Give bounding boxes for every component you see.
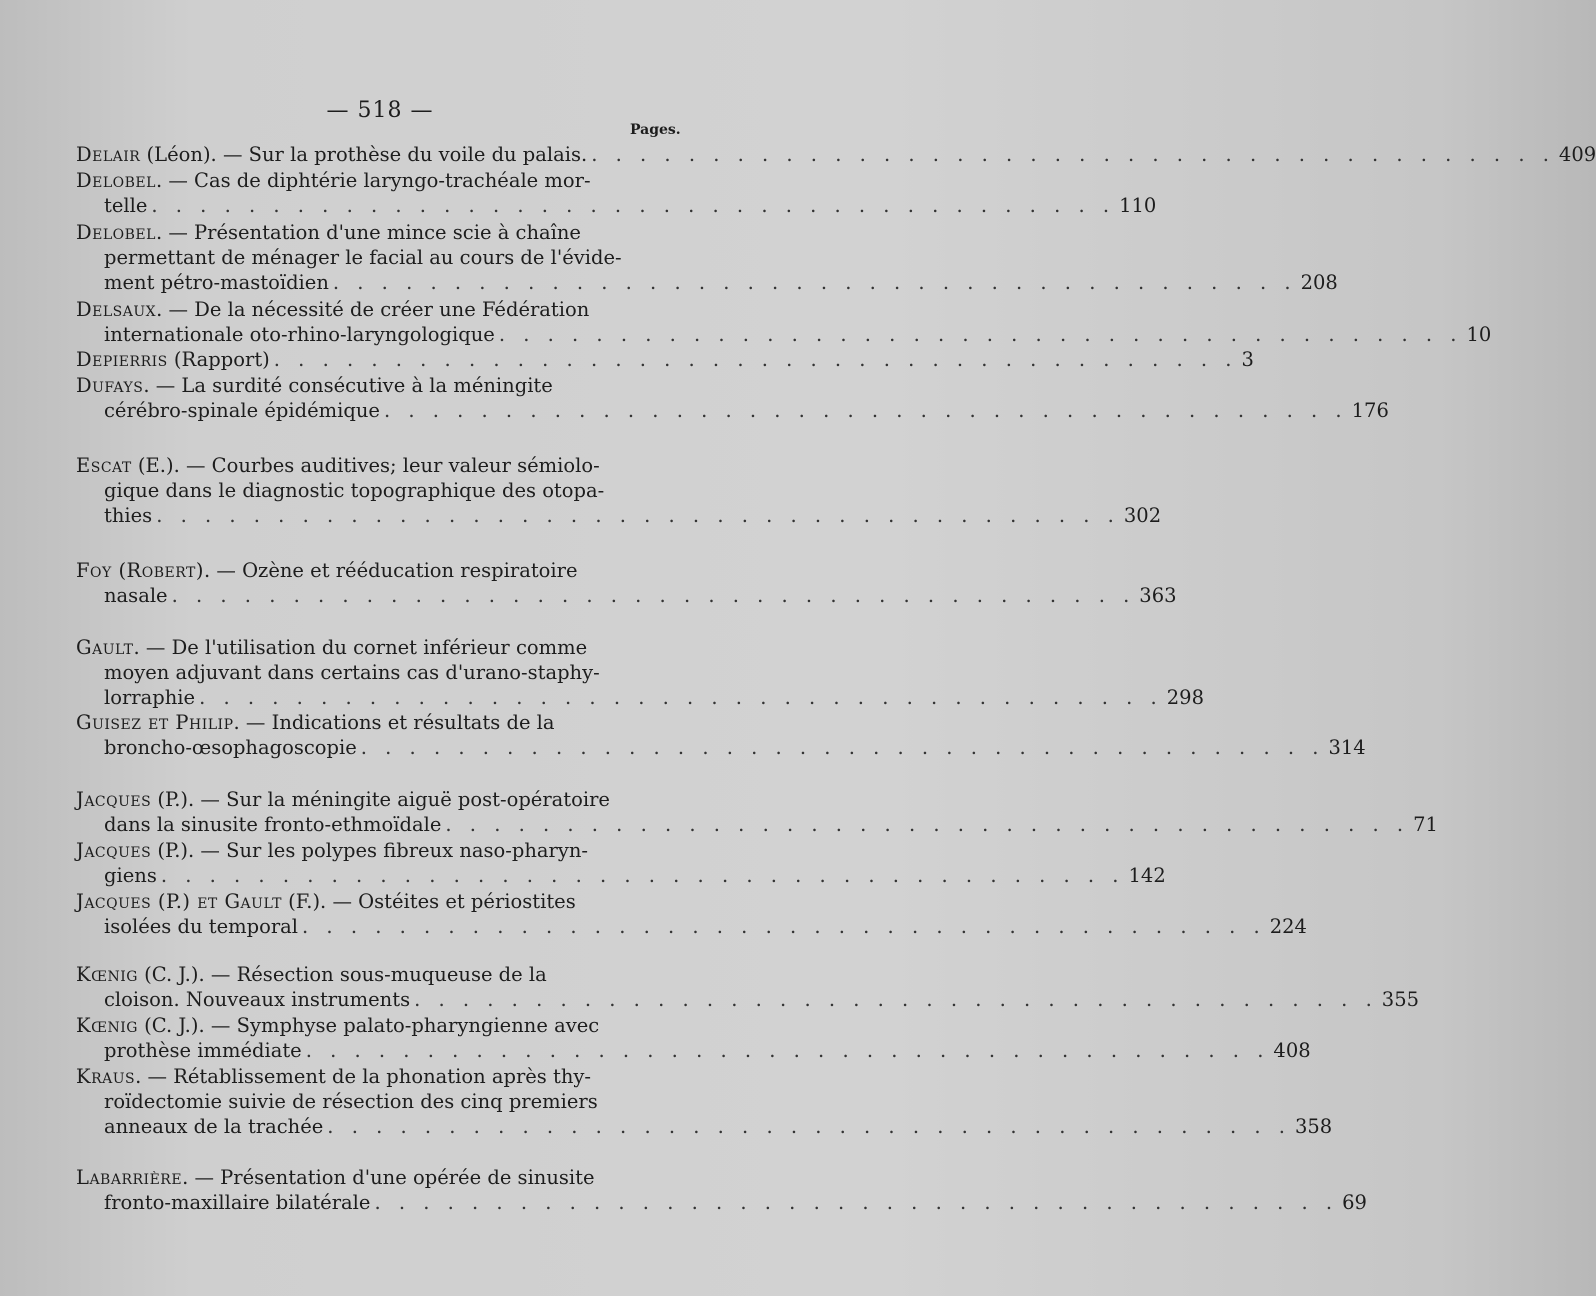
entry-text [76,221,581,244]
entry-text [76,1014,599,1037]
dot-leader: . . . . . . . . . . . . . . . . . . . . . . . . . . . . . . . . . . . . . . . . [445,813,1410,836]
index-entry [76,1013,1311,1063]
entry-title: roïdectomie suivie de résection des cinq premiers [104,1090,598,1113]
entry-text [76,711,555,734]
entry-title: moyen adjuvant dans certains cas d'urano-staphy- [104,661,600,684]
entry-line [76,398,1389,423]
entry-page: 71 [1413,813,1438,836]
entry-title: (C. J.). — Résection sous-muqueuse de la [137,963,547,986]
entry-line [76,1013,686,1038]
dot-leader: . . . . . . . . . . . . . . . . . . . . . . . . . . . . . . . . . . . . . . . . [305,1039,1270,1062]
dot-leader: . . . . . . . . . . . . . . . . . . . . . . . . . . . . . . . . . . . . . . . . [374,1191,1339,1214]
entry-line [76,838,686,863]
entry-title: internationale oto-rhino-laryngologique [104,323,495,346]
entry-title: permettant de ménager le facial au cours de l'évide- [104,246,622,269]
index-entry [76,635,1204,710]
entry-line [76,373,686,398]
entry-page: 69 [1342,1191,1367,1214]
index-entry [76,373,1389,423]
entry-title: giens [104,864,157,887]
entry-text [76,298,589,321]
entry-text [104,1114,323,1139]
entry-text [76,890,576,913]
page-number: — 518 — [326,98,434,123]
entry-line [76,1089,686,1114]
entry-title: . — De l'utilisation du cornet inférieur comme [133,636,588,659]
entry-title: . — Cas de diphtérie laryngo-trachéale mor- [155,169,591,192]
entry-author: Guisez et Philip [76,711,234,734]
entry-text [104,987,410,1012]
entry-text [104,685,195,710]
entry-line [76,270,1338,295]
entry-line [76,685,1204,710]
entry-text [76,347,270,372]
index-entry [76,889,1307,939]
entry-title: (P.). — Sur les polypes fibreux naso-pharyn- [151,839,589,862]
entry-title: . — De la nécessité de créer une Fédération [156,298,590,321]
entry-line [76,1114,1333,1139]
entry-page: 110 [1119,194,1157,217]
entry-line [76,987,1420,1012]
entry-line [76,812,1438,837]
index-entry [76,787,1438,837]
entry-line [76,193,1157,218]
entry-author: Kœnig [76,963,138,986]
entry-text [104,661,600,684]
entry-page: 224 [1269,915,1307,938]
pages-column-label: Pages. [630,122,681,138]
entry-line [76,220,686,245]
entry-title: cloison. Nouveaux instruments [104,988,411,1011]
index-entry [76,1064,1333,1139]
entry-title: (Léon). — Sur la prothèse du voile du palais. [140,143,588,166]
entry-page: 314 [1328,736,1366,759]
entry-line [76,347,1254,372]
entry-author: Gault [76,636,134,659]
entry-text [104,812,441,837]
entry-title: cérébro-spinale épidémique [104,399,380,422]
entry-author: Kœnig [76,1014,138,1037]
entry-page: 408 [1273,1039,1311,1062]
entry-line [76,735,1366,760]
dot-leader: . . . . . . . . . . . . . . . . . . . . . . . . . . . . . . . . . . . . . . . . [151,194,1116,217]
entry-text [104,863,157,888]
dot-leader: . . . . . . . . . . . . . . . . . . . . . . . . . . . . . . . . . . . . . . . . [498,323,1463,346]
entry-line [76,914,1307,939]
entry-line [76,787,686,812]
entry-page: 358 [1294,1115,1333,1138]
index-entry [76,220,1338,295]
entry-title: (F.). — Ostéites et périostites [281,890,576,913]
entry-author: Delobel [76,221,156,244]
entry-line [76,583,1177,608]
index-entry [76,962,1420,1012]
entry-text [76,374,553,397]
entry-text [104,735,357,760]
entry-title: telle [104,194,148,217]
entry-title: lorraphie [104,686,196,709]
dot-leader: . . . . . . . . . . . . . . . . . . . . . . . . . . . . . . . . . . . . . . . . [199,686,1163,709]
entry-title: . — Indications et résultats de la [233,711,555,734]
entry-line [76,863,1166,888]
entry-text [76,559,578,582]
entry-text [104,322,495,347]
entry-line [76,635,686,660]
entry-title: anneaux de la trachée [104,1115,324,1138]
entry-text [104,1190,370,1215]
index-entry [76,347,1254,372]
entry-line [76,245,686,270]
dot-leader: . . . . . . . . . . . . . . . . . . . . . . . . . . . . . . . . . . . . . . . . [171,584,1136,607]
entry-author: Delsaux [76,298,157,321]
dot-leader: . . . . . . . . . . . . . . . . . . . . . . . . . . . . . . . . . . . . . . . . [414,988,1378,1011]
entry-author: Foy (Robert) [76,559,204,582]
entry-text [76,1065,591,1088]
entry-author: Jacques [76,788,152,811]
entry-line [76,168,686,193]
entry-text [76,788,610,811]
dot-leader: . . . . . . . . . . . . . . . . . . . . . . . . . . . . . . . . . . . . . . . . [273,348,1238,371]
entry-title: isolées du temporal [104,915,299,938]
entry-title: fronto-maxillaire bilatérale [104,1191,371,1214]
entry-author: Labarrière [76,1166,183,1189]
entry-author: Dufays [76,374,144,397]
entry-title: thies [104,504,153,527]
dot-leader: . . . . . . . . . . . . . . . . . . . . . . . . . . . . . . . . . . . . . . . . [302,915,1266,938]
entry-author: Delair [76,143,141,166]
entry-title: broncho-œsophagoscopie [104,736,357,759]
entry-title: nasale [104,584,168,607]
entry-line [76,1165,686,1190]
dot-leader: . . . . . . . . . . . . . . . . . . . . . . . . . . . . . . . . . . . . . . . . [160,864,1125,887]
entry-text [104,583,168,608]
entry-text [76,636,587,659]
entry-text [104,398,380,423]
entry-text [104,914,298,939]
entry-text [104,1090,598,1113]
entry-line [76,558,686,583]
index-entry [76,838,1166,888]
entry-author: Kraus [76,1065,136,1088]
entry-text [76,839,588,862]
entry-text [104,479,604,502]
dot-leader: . . . . . . . . . . . . . . . . . . . . . . . . . . . . . . . . . . . . . . . . [360,736,1325,759]
entry-page: 302 [1123,504,1162,527]
dot-leader: . . . . . . . . . . . . . . . . . . . . . . . . . . . . . . . . . . . . . . . . [332,271,1297,294]
entry-title: . — Présentation d'une mince scie à chaîne [155,221,581,244]
entry-text [76,169,591,192]
entry-page: 409 [1558,143,1596,166]
entry-text [104,1038,302,1063]
entry-page: 142 [1128,864,1166,887]
entry-title: . — Présentation d'une opérée de sinusite [182,1166,595,1189]
index-entry [76,297,1492,347]
entry-title: (C. J.). — Symphyse palato-pharyngienne avec [137,1014,600,1037]
entry-line [76,660,686,685]
index-entry [76,142,1596,167]
entry-title: (Rapport) [167,348,270,371]
entry-author: Jacques [76,839,152,862]
dot-leader: . . . . . . . . . . . . . . . . . . . . . . . . . . . . . . . . . . . . . . . . [383,399,1348,422]
index-entry [76,558,1177,608]
entry-line [76,710,686,735]
index-entry [76,168,1157,218]
entry-title: ment pétro-mastoïdien [104,271,329,294]
entry-line [76,503,1162,528]
entry-text [76,454,600,477]
entry-title: . — La surdité consécutive à la méningite [143,374,553,397]
entry-author: Depierris [76,348,168,371]
entry-line [76,142,1596,167]
entry-line [76,1038,1311,1063]
entry-line [76,889,686,914]
entry-text [104,246,622,269]
entry-author: Escat [76,454,132,477]
entry-line [76,962,686,987]
index-entry [76,1165,1367,1215]
index-entry [76,710,1366,760]
entry-author: Delobel [76,169,156,192]
dot-leader: . . . . . . . . . . . . . . . . . . . . . . . . . . . . . . . . . . . . . . . . [327,1115,1291,1138]
entry-line [76,1064,686,1089]
entry-line [76,1190,1367,1215]
entry-title: (P.). — Sur la méningite aiguë post-opératoire [151,788,610,811]
entry-title: dans la sinusite fronto-ethmoïdale [104,813,442,836]
dot-leader: . . . . . . . . . . . . . . . . . . . . . . . . . . . . . . . . . . . . . . . . [591,143,1555,166]
entry-title: prothèse immédiate [104,1039,302,1062]
entry-text [76,963,547,986]
entry-line [76,297,686,322]
entry-page: 355 [1381,988,1420,1011]
entry-page: 363 [1139,584,1177,607]
entry-title: (E.). — Courbes auditives; leur valeur sémiolo- [131,454,600,477]
entry-line [76,322,1492,347]
entry-text [76,1166,595,1189]
entry-title: gique dans le diagnostic topographique des otopa- [104,479,605,502]
entry-page: 3 [1241,348,1254,371]
entry-page: 10 [1466,323,1492,346]
entry-page: 298 [1166,686,1204,709]
entry-title: . — Rétablissement de la phonation après thy- [135,1065,592,1088]
entry-line [76,478,686,503]
entry-text [76,142,587,167]
entry-author: Jacques (P.) et Gault [76,890,282,913]
entry-text [104,270,329,295]
index-entry [76,453,1162,528]
entry-text [104,503,152,528]
entry-line [76,453,686,478]
entry-page: 176 [1351,399,1389,422]
entry-page: 208 [1300,271,1338,294]
dot-leader: . . . . . . . . . . . . . . . . . . . . . . . . . . . . . . . . . . . . . . . . [156,504,1120,527]
entry-title: . — Ozène et rééducation respiratoire [203,559,578,582]
entry-text [104,193,147,218]
